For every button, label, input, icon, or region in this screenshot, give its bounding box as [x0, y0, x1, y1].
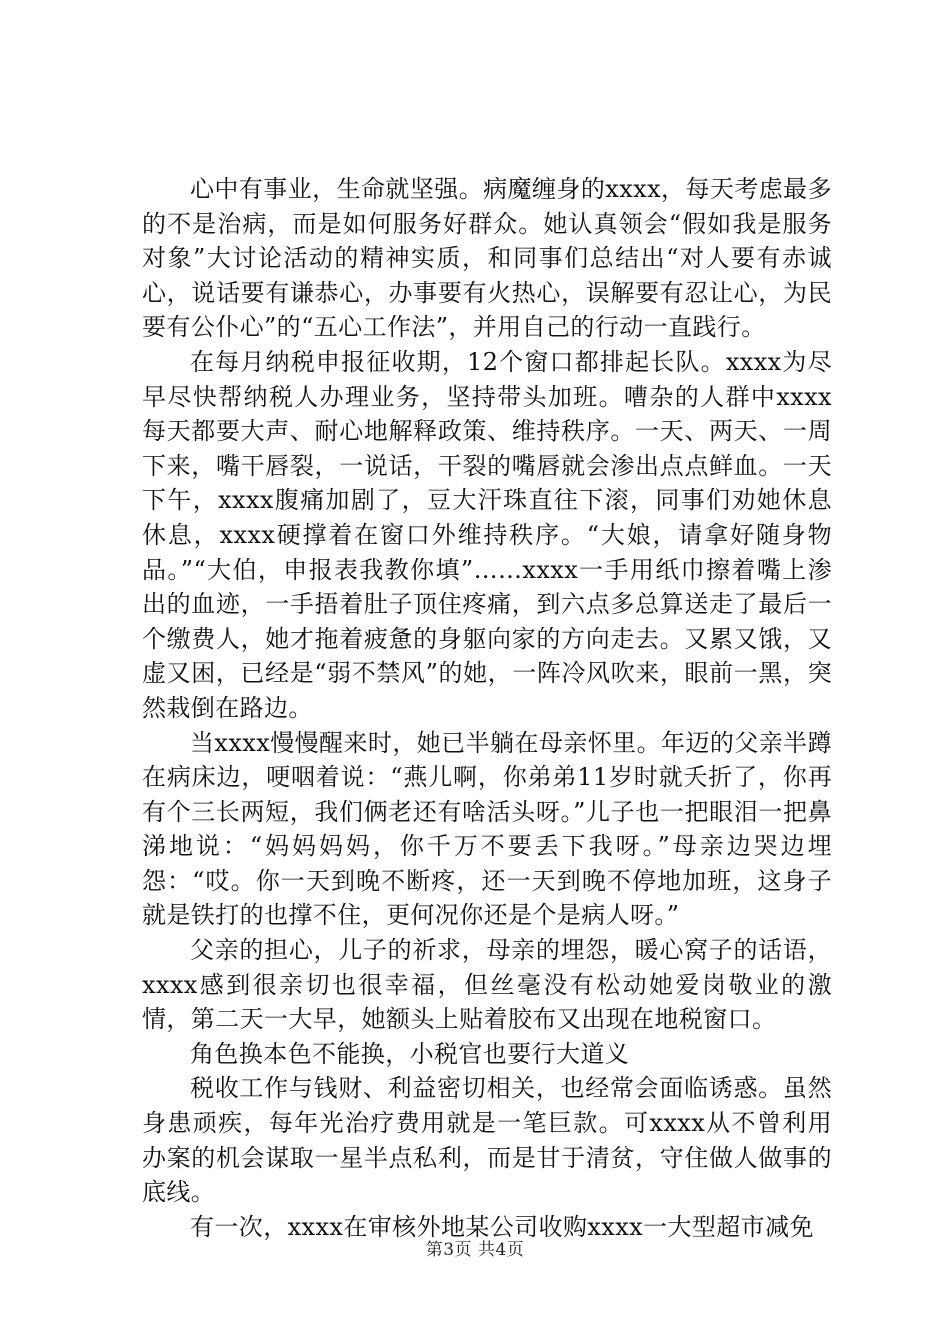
paragraph: 有一次，xxxx在审核外地某公司收购xxxx一大型超市减免 [190, 1212, 814, 1241]
paragraph: 父亲的担心，儿子的祈求，母亲的埋怨，暖心窝子的话语，xxxx感到很亲切也很幸福，但丝毫没有松动她爱岗敬业的激情，第二天一大早，她额头上贴着胶布又出现在地税窗口。 [142, 936, 832, 1034]
paragraph: 在每月纳税申报征收期，12个窗口都排起长队。xxxx为尽早尽快帮纳税人办理业务，坚持带头加班。嘈杂的人群中xxxx每天都要大声、耐心地解释政策、维持秩序。一天、两天、一周下来，嘴干唇裂，一说话，干裂的嘴唇就会渗出点点鲜血。一天下午，xxxx腹痛加剧了，豆大汗珠直往下滚，同事们劝她休息休息，xxxx硬撑着在窗口外维持秩序。“大娘，请拿好随身物品。”“大伯，申报表我教你填”……xxxx一手用纸巾擦着嘴上渗出的血迹，一手捂着肚子顶住疼痛，到六点多总算送走了最后一个缴费人，她才拖着疲惫的身躯向家的方向走去。又累又饿，又虚又困，已经是“弱不禁风”的她，一阵冷风吹来，眼前一黑，突然栽倒在路边。 [142, 347, 832, 722]
page-footer: 第3页 共4页 [425, 1240, 525, 1260]
paragraph: 心中有事业，生命就坚强。病魔缠身的xxxx，每天考虑最多的不是治病，而是如何服务好群众。她认真领会“假如我是服务对象”大讨论活动的精神实质，和同事们总结出“对人要有赤诚心，说话要有谦恭心，办事要有火热心，误解要有忍让心，为民要有公仆心”的“五心工作法”，并用自己的行动一直践行。 [142, 175, 832, 342]
paragraph: 当xxxx慢慢醒来时，她已半躺在母亲怀里。年迈的父亲半蹲在病床边，哽咽着说：“燕儿啊，你弟弟11岁时就夭折了，你再有个三长两短，我们俩老还有啥活头呀。”儿子也一把眼泪一把鼻涕地说：“妈妈妈妈，你千万不要丢下我呀。”母亲边哭边埋怨：“哎。你一天到晚不断疼，还一天到晚不停地加班，这身子就是铁打的也撑不住，更何况你还是个是病人呀。” [142, 728, 832, 930]
paragraph: 税收工作与钱财、利益密切相关，也经常会面临诱惑。虽然身患顽疾，每年光治疗费用就是一笔巨款。可xxxx从不曾利用办案的机会谋取一星半点私利，而是甘于清贫，守住做人做事的底线。 [142, 1074, 832, 1207]
section-heading: 角色换本色不能换，小税官也要行大道义 [190, 1039, 630, 1068]
document-body [142, 172, 832, 1244]
